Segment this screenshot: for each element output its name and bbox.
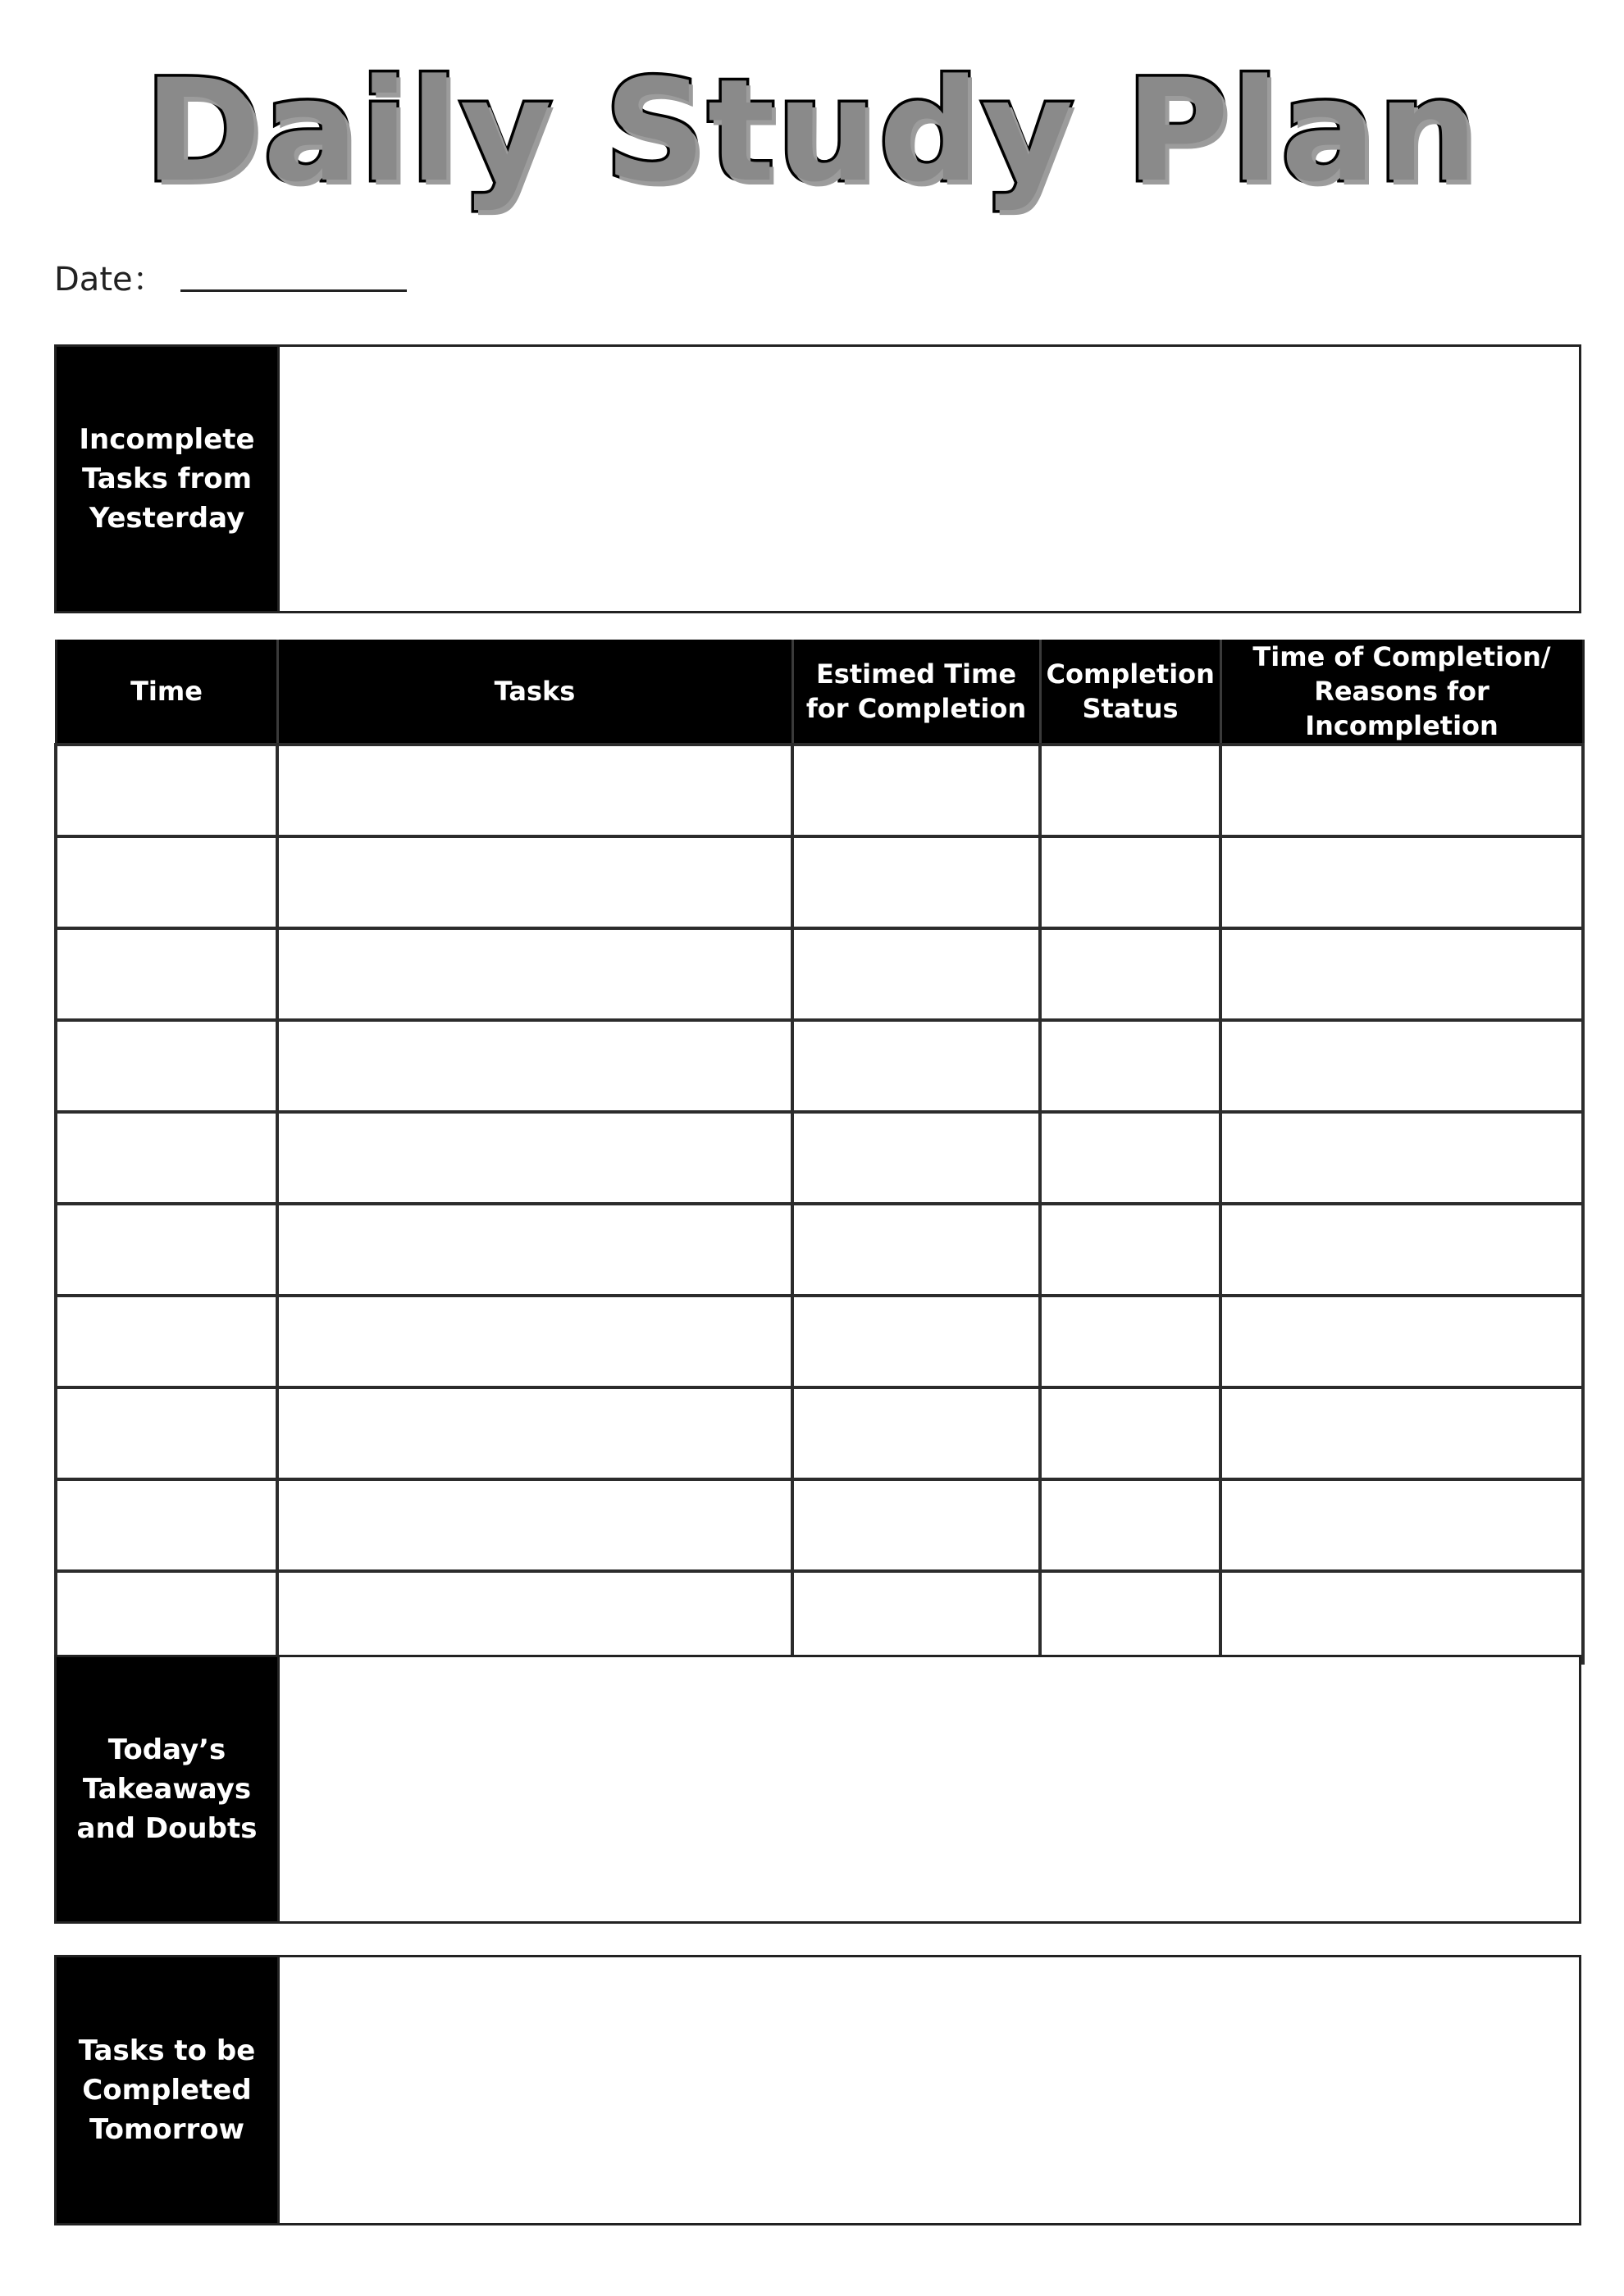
table-row (56, 1204, 1583, 1296)
cell-status[interactable] (1040, 1387, 1220, 1479)
cell-completion[interactable] (1220, 1296, 1583, 1387)
cell-status[interactable] (1040, 1112, 1220, 1204)
table-body (56, 745, 1583, 1663)
cell-time[interactable] (56, 1479, 277, 1571)
cell-tasks[interactable] (277, 1020, 792, 1112)
cell-estimated[interactable] (792, 928, 1040, 1020)
cell-tasks[interactable] (277, 1296, 792, 1387)
table-row (56, 836, 1583, 928)
cell-time[interactable] (56, 1571, 277, 1663)
takeaways-section (54, 1655, 1581, 1924)
cell-completion[interactable] (1220, 1112, 1583, 1204)
cell-tasks[interactable] (277, 1204, 792, 1296)
cell-status[interactable] (1040, 836, 1220, 928)
cell-time[interactable] (56, 1387, 277, 1479)
cell-estimated[interactable] (792, 1387, 1040, 1479)
cell-status[interactable] (1040, 1571, 1220, 1663)
cell-status[interactable] (1040, 1020, 1220, 1112)
cell-time[interactable] (56, 1204, 277, 1296)
page-title: Daily Study Plan (144, 48, 1480, 213)
header-time-of-completion: Time of Completion/ Reasons for Incompletion (1220, 640, 1583, 745)
tomorrow-tasks-label: Tasks to be Completed Tomorrow (57, 1957, 280, 2223)
cell-tasks[interactable] (277, 1571, 792, 1663)
cell-time[interactable] (56, 928, 277, 1020)
cell-completion[interactable] (1220, 836, 1583, 928)
cell-time[interactable] (56, 1112, 277, 1204)
header-time: Time (56, 640, 277, 745)
cell-tasks[interactable] (277, 1387, 792, 1479)
cell-completion[interactable] (1220, 1204, 1583, 1296)
cell-tasks[interactable] (277, 928, 792, 1020)
cell-estimated[interactable] (792, 1296, 1040, 1387)
cell-time[interactable] (56, 1020, 277, 1112)
incomplete-tasks-label: Incomplete Tasks from Yesterday (57, 347, 280, 611)
table-row (56, 1112, 1583, 1204)
cell-estimated[interactable] (792, 1571, 1040, 1663)
cell-estimated[interactable] (792, 836, 1040, 928)
cell-estimated[interactable] (792, 1479, 1040, 1571)
cell-time[interactable] (56, 1296, 277, 1387)
cell-status[interactable] (1040, 1296, 1220, 1387)
table-row (56, 1387, 1583, 1479)
cell-estimated[interactable] (792, 1020, 1040, 1112)
cell-estimated[interactable] (792, 1204, 1040, 1296)
table-row (56, 928, 1583, 1020)
takeaways-area[interactable] (280, 1657, 1579, 1921)
tomorrow-tasks-area[interactable] (280, 1957, 1579, 2223)
takeaways-label: Today’s Takeaways and Doubts (57, 1657, 280, 1921)
table-row (56, 1479, 1583, 1571)
cell-tasks[interactable] (277, 1479, 792, 1571)
cell-completion[interactable] (1220, 928, 1583, 1020)
cell-tasks[interactable] (277, 836, 792, 928)
cell-status[interactable] (1040, 928, 1220, 1020)
incomplete-tasks-section (54, 344, 1581, 613)
cell-completion[interactable] (1220, 1387, 1583, 1479)
header-tasks: Tasks (277, 640, 792, 745)
study-plan-table (54, 640, 1585, 1665)
incomplete-tasks-area[interactable] (280, 347, 1579, 611)
cell-estimated[interactable] (792, 1112, 1040, 1204)
cell-tasks[interactable] (277, 1112, 792, 1204)
cell-tasks[interactable] (277, 745, 792, 836)
cell-estimated[interactable] (792, 745, 1040, 836)
cell-status[interactable] (1040, 1479, 1220, 1571)
tomorrow-tasks-section (54, 1955, 1581, 2225)
header-completion-status: Completion Status (1040, 640, 1220, 745)
cell-status[interactable] (1040, 745, 1220, 836)
cell-time[interactable] (56, 836, 277, 928)
date-field (54, 251, 407, 300)
table-row (56, 1571, 1583, 1663)
cell-completion[interactable] (1220, 1571, 1583, 1663)
table-header-row (56, 640, 1583, 745)
cell-completion[interactable] (1220, 1479, 1583, 1571)
cell-completion[interactable] (1220, 1020, 1583, 1112)
header-estimated-time: Estimed Time for Completion (792, 640, 1040, 745)
date-blank-line[interactable] (180, 289, 407, 292)
cell-status[interactable] (1040, 1204, 1220, 1296)
table-row (56, 745, 1583, 836)
date-label: Date： (54, 261, 166, 298)
cell-time[interactable] (56, 745, 277, 836)
table-row (56, 1020, 1583, 1112)
table-row (56, 1296, 1583, 1387)
cell-completion[interactable] (1220, 745, 1583, 836)
